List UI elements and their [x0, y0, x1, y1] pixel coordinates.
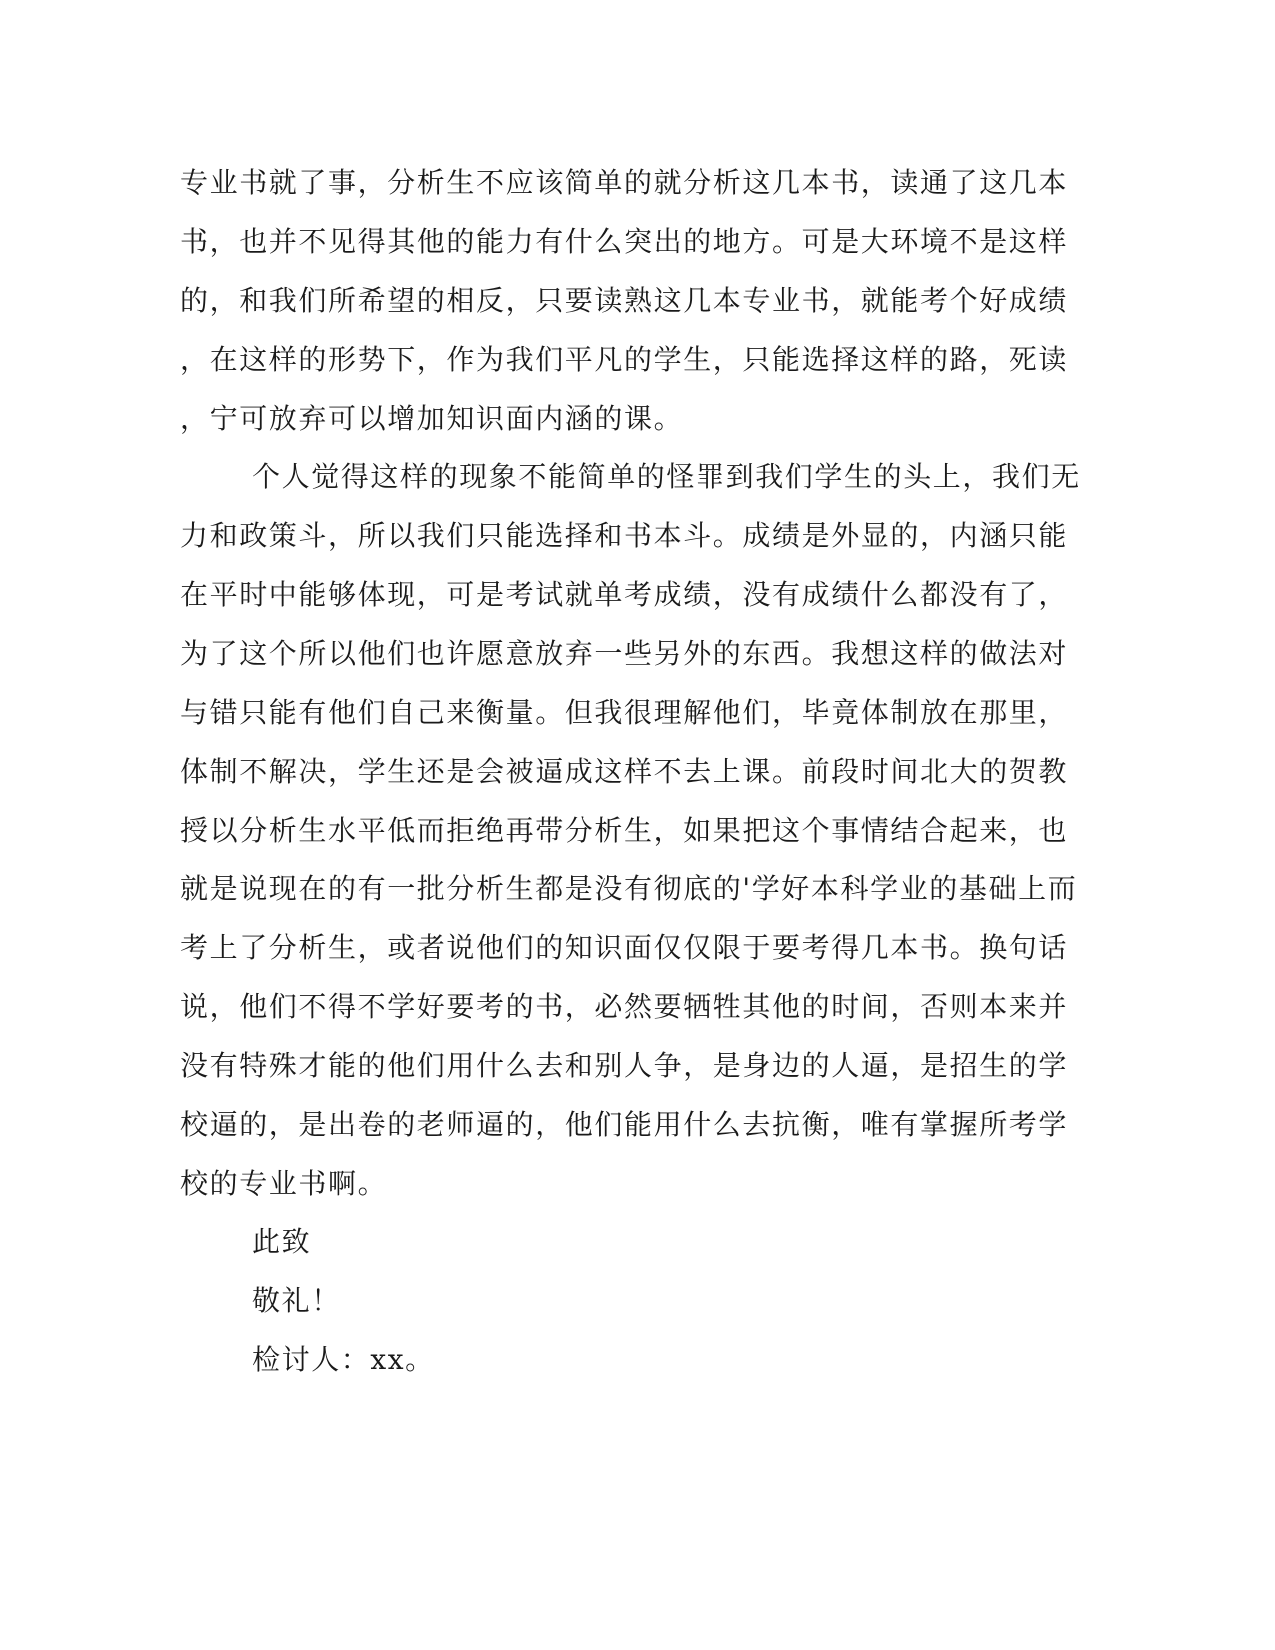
paragraph-2-line-13: 校的专业书啊。: [180, 1167, 388, 1200]
paragraph-1-line-5: ，宁可放弃可以增加知识面内涵的课。: [180, 402, 684, 435]
closing-signature: 检讨人：xx。: [252, 1343, 435, 1376]
paragraph-2-line-2: 力和政策斗，所以我们只能选择和书本斗。成绩是外显的，内涵只能: [180, 519, 1069, 552]
paragraph-2-line-12: 校逼的，是出卷的老师逼的，他们能用什么去抗衡，唯有掌握所考学: [180, 1108, 1069, 1141]
paragraph-2-line-11: 没有特殊才能的他们用什么去和别人争，是身边的人逼，是招生的学: [180, 1049, 1069, 1082]
closing-regards: 敬礼！: [252, 1284, 341, 1317]
paragraph-2-line-3: 在平时中能够体现，可是考试就单考成绩，没有成绩什么都没有了，: [180, 578, 1069, 611]
paragraph-2-line-1: 个人觉得这样的现象不能简单的怪罪到我们学生的头上，我们无: [252, 460, 1081, 493]
paragraph-2-line-8: 就是说现在的有一批分析生都是没有彻底的'学好本科学业的基础上而: [180, 872, 1078, 905]
paragraph-2-line-4: 为了这个所以他们也许愿意放弃一些另外的东西。我想这样的做法对: [180, 637, 1069, 670]
paragraph-1-line-1: 专业书就了事，分析生不应该简单的就分析这几本书，读通了这几本: [180, 166, 1069, 199]
paragraph-1-line-4: ，在这样的形势下，作为我们平凡的学生，只能选择这样的路，死读: [180, 343, 1069, 376]
paragraph-2-line-10: 说，他们不得不学好要考的书，必然要牺牲其他的时间，否则本来并: [180, 990, 1069, 1023]
paragraph-2-line-9: 考上了分析生，或者说他们的知识面仅仅限于要考得几本书。换句话: [180, 931, 1069, 964]
paragraph-2-line-5: 与错只能有他们自己来衡量。但我很理解他们，毕竟体制放在那里，: [180, 696, 1069, 729]
paragraph-1-line-2: 书，也并不见得其他的能力有什么突出的地方。可是大环境不是这样: [180, 225, 1069, 258]
paragraph-2-line-7: 授以分析生水平低而拒绝再带分析生，如果把这个事情结合起来，也: [180, 814, 1069, 847]
paragraph-2-line-6: 体制不解决，学生还是会被逼成这样不去上课。前段时间北大的贺教: [180, 755, 1069, 788]
closing-salutation: 此致: [252, 1225, 312, 1258]
paragraph-1-line-3: 的，和我们所希望的相反，只要读熟这几本专业书，就能考个好成绩: [180, 284, 1069, 317]
